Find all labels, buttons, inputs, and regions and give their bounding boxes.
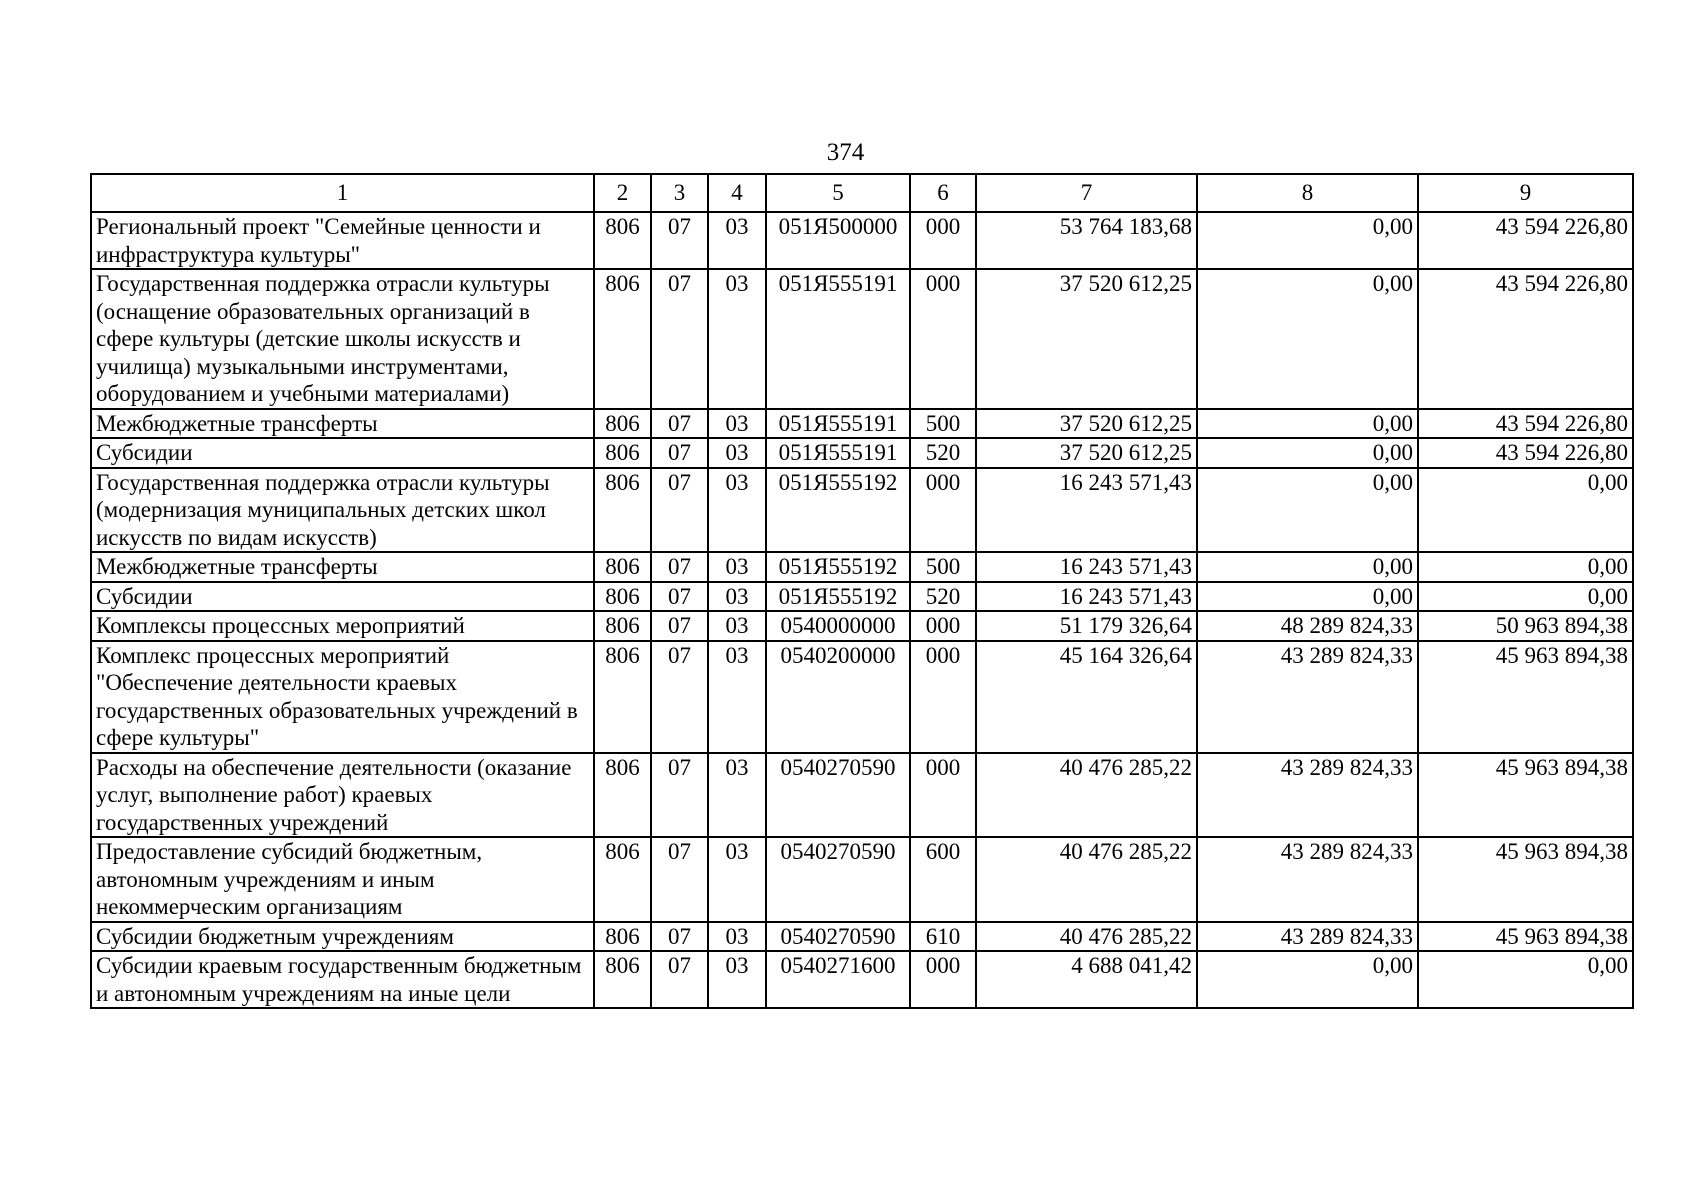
target-article-code: 0540270590 (766, 837, 910, 922)
table-row (91, 611, 1633, 641)
row-name: Расходы на обеспечение деятельности (оказание услуг, выполнение работ) краевых государственных учреждений (91, 753, 594, 838)
expense-type-code: 000 (910, 468, 976, 553)
amount-col7: 51 179 326,64 (976, 611, 1197, 641)
section-code: 07 (651, 212, 708, 269)
section-code: 07 (651, 753, 708, 838)
amount-col9: 0,00 (1418, 951, 1633, 1008)
section-code: 07 (651, 552, 708, 582)
page-number: 374 (826, 139, 865, 166)
amount-col7: 4 688 041,42 (976, 951, 1197, 1008)
target-article-code: 051Я500000 (766, 212, 910, 269)
amount-col7: 37 520 612,25 (976, 438, 1197, 468)
section-code: 07 (651, 641, 708, 753)
subsection-code: 03 (708, 468, 766, 553)
amount-col8: 0,00 (1197, 468, 1418, 553)
table-row (91, 212, 1633, 269)
subsection-code: 03 (708, 552, 766, 582)
section-code: 07 (651, 611, 708, 641)
expense-type-code: 600 (910, 837, 976, 922)
amount-col8: 43 289 824,33 (1197, 922, 1418, 952)
table-row (91, 753, 1633, 838)
table-row (91, 582, 1633, 612)
target-article-code: 051Я555192 (766, 552, 910, 582)
table-row (91, 641, 1633, 753)
amount-col9: 43 594 226,80 (1418, 212, 1633, 269)
amount-col7: 16 243 571,43 (976, 468, 1197, 553)
column-header: 9 (1418, 174, 1633, 212)
expense-type-code: 000 (910, 269, 976, 409)
ministry-code: 806 (594, 837, 651, 922)
target-article-code: 0540200000 (766, 641, 910, 753)
amount-col8: 43 289 824,33 (1197, 753, 1418, 838)
header-row (91, 174, 1633, 212)
amount-col9: 43 594 226,80 (1418, 269, 1633, 409)
amount-col7: 53 764 183,68 (976, 212, 1197, 269)
ministry-code: 806 (594, 212, 651, 269)
row-name: Межбюджетные трансферты (91, 552, 594, 582)
ministry-code: 806 (594, 951, 651, 1008)
ministry-code: 806 (594, 409, 651, 439)
amount-col9: 45 963 894,38 (1418, 753, 1633, 838)
amount-col7: 16 243 571,43 (976, 582, 1197, 612)
subsection-code: 03 (708, 409, 766, 439)
table-row (91, 269, 1633, 409)
target-article-code: 051Я555192 (766, 582, 910, 612)
section-code: 07 (651, 468, 708, 553)
section-code: 07 (651, 837, 708, 922)
row-name: Государственная поддержка отрасли культуры (модернизация муниципальных детских школ искусств по видам искусств) (91, 468, 594, 553)
row-name: Субсидии бюджетным учреждениям (91, 922, 594, 952)
subsection-code: 03 (708, 212, 766, 269)
subsection-code: 03 (708, 269, 766, 409)
ministry-code: 806 (594, 641, 651, 753)
amount-col9: 45 963 894,38 (1418, 922, 1633, 952)
column-header: 8 (1197, 174, 1418, 212)
target-article-code: 0540270590 (766, 753, 910, 838)
ministry-code: 806 (594, 922, 651, 952)
target-article-code: 051Я555191 (766, 409, 910, 439)
section-code: 07 (651, 269, 708, 409)
section-code: 07 (651, 951, 708, 1008)
subsection-code: 03 (708, 641, 766, 753)
amount-col9: 0,00 (1418, 582, 1633, 612)
amount-col7: 40 476 285,22 (976, 922, 1197, 952)
budget-table (90, 173, 1634, 1009)
target-article-code: 0540271600 (766, 951, 910, 1008)
ministry-code: 806 (594, 468, 651, 553)
table-row (91, 552, 1633, 582)
table-row (91, 409, 1633, 439)
amount-col9: 43 594 226,80 (1418, 438, 1633, 468)
row-name: Межбюджетные трансферты (91, 409, 594, 439)
target-article-code: 051Я555191 (766, 269, 910, 409)
subsection-code: 03 (708, 951, 766, 1008)
amount-col8: 0,00 (1197, 269, 1418, 409)
column-header: 1 (91, 174, 594, 212)
subsection-code: 03 (708, 922, 766, 952)
section-code: 07 (651, 438, 708, 468)
table-row (91, 951, 1633, 1008)
section-code: 07 (651, 922, 708, 952)
expense-type-code: 000 (910, 611, 976, 641)
expense-type-code: 520 (910, 582, 976, 612)
subsection-code: 03 (708, 582, 766, 612)
amount-col7: 37 520 612,25 (976, 409, 1197, 439)
row-name: Субсидии (91, 438, 594, 468)
expense-type-code: 610 (910, 922, 976, 952)
row-name: Субсидии (91, 582, 594, 612)
subsection-code: 03 (708, 837, 766, 922)
ministry-code: 806 (594, 582, 651, 612)
column-header: 7 (976, 174, 1197, 212)
amount-col8: 43 289 824,33 (1197, 641, 1418, 753)
amount-col9: 0,00 (1418, 552, 1633, 582)
expense-type-code: 000 (910, 753, 976, 838)
amount-col7: 45 164 326,64 (976, 641, 1197, 753)
target-article-code: 0540270590 (766, 922, 910, 952)
amount-col8: 0,00 (1197, 212, 1418, 269)
ministry-code: 806 (594, 438, 651, 468)
amount-col8: 0,00 (1197, 582, 1418, 612)
amount-col8: 43 289 824,33 (1197, 837, 1418, 922)
target-article-code: 0540000000 (766, 611, 910, 641)
subsection-code: 03 (708, 753, 766, 838)
expense-type-code: 000 (910, 641, 976, 753)
subsection-code: 03 (708, 611, 766, 641)
section-code: 07 (651, 409, 708, 439)
column-header: 6 (910, 174, 976, 212)
amount-col7: 40 476 285,22 (976, 837, 1197, 922)
amount-col9: 45 963 894,38 (1418, 641, 1633, 753)
amount-col9: 43 594 226,80 (1418, 409, 1633, 439)
amount-col8: 0,00 (1197, 438, 1418, 468)
row-name: Комплекс процессных мероприятий "Обеспечение деятельности краевых государственных образовательных учреждений в сфере культуры" (91, 641, 594, 753)
table-row (91, 922, 1633, 952)
expense-type-code: 000 (910, 951, 976, 1008)
row-name: Предоставление субсидий бюджетным, автономным учреждениям и иным некоммерческим организациям (91, 837, 594, 922)
row-name: Государственная поддержка отрасли культуры (оснащение образовательных организаций в сфере культуры (детские школы искусств и училища) музыкальными инструментами, оборудованием и учебными материалами) (91, 269, 594, 409)
expense-type-code: 000 (910, 212, 976, 269)
ministry-code: 806 (594, 753, 651, 838)
subsection-code: 03 (708, 438, 766, 468)
expense-type-code: 500 (910, 409, 976, 439)
ministry-code: 806 (594, 269, 651, 409)
column-header: 2 (594, 174, 651, 212)
amount-col9: 50 963 894,38 (1418, 611, 1633, 641)
table-row (91, 837, 1633, 922)
amount-col8: 48 289 824,33 (1197, 611, 1418, 641)
amount-col8: 0,00 (1197, 409, 1418, 439)
amount-col7: 40 476 285,22 (976, 753, 1197, 838)
expense-type-code: 520 (910, 438, 976, 468)
column-header: 3 (651, 174, 708, 212)
amount-col8: 0,00 (1197, 552, 1418, 582)
amount-col9: 45 963 894,38 (1418, 837, 1633, 922)
table-row (91, 468, 1633, 553)
row-name: Региональный проект "Семейные ценности и инфраструктура культуры" (91, 212, 594, 269)
ministry-code: 806 (594, 552, 651, 582)
ministry-code: 806 (594, 611, 651, 641)
amount-col7: 16 243 571,43 (976, 552, 1197, 582)
section-code: 07 (651, 582, 708, 612)
amount-col7: 37 520 612,25 (976, 269, 1197, 409)
expense-type-code: 500 (910, 552, 976, 582)
amount-col9: 0,00 (1418, 468, 1633, 553)
column-header: 5 (766, 174, 910, 212)
row-name: Субсидии краевым государственным бюджетным и автономным учреждениям на иные цели (91, 951, 594, 1008)
target-article-code: 051Я555191 (766, 438, 910, 468)
table-row (91, 438, 1633, 468)
row-name: Комплексы процессных мероприятий (91, 611, 594, 641)
target-article-code: 051Я555192 (766, 468, 910, 553)
column-header: 4 (708, 174, 766, 212)
amount-col8: 0,00 (1197, 951, 1418, 1008)
